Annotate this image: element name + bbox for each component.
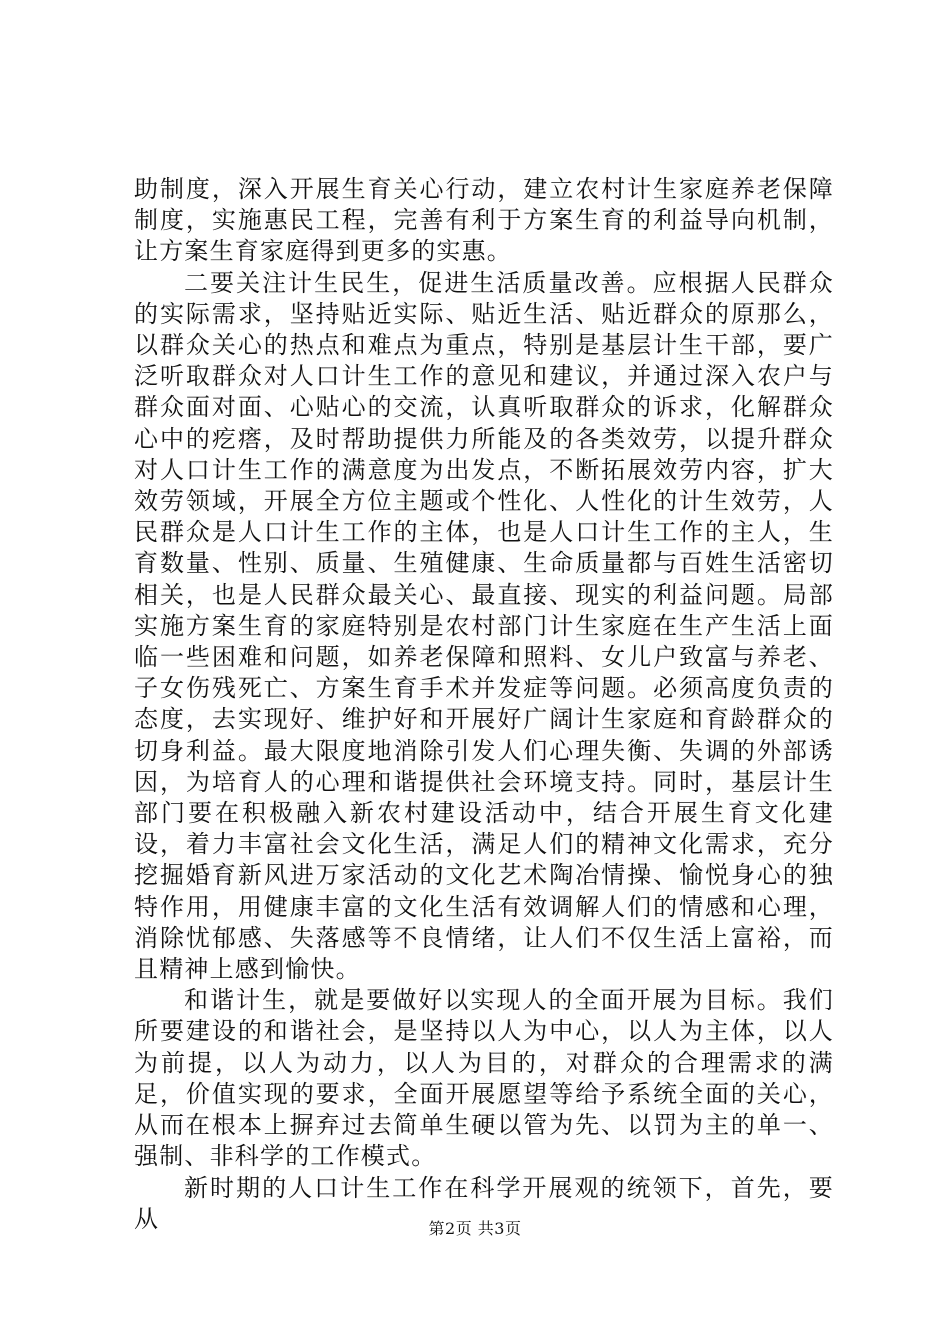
page-number-footer: 第2页 共3页	[428, 1219, 522, 1238]
document-body	[134, 174, 834, 1235]
paragraph-2: 二要关注计生民生，促进生活质量改善。应根据人民群众的实际需求，坚持贴近实际、贴近生活、贴近群众的原那么，以群众关心的热点和难点为重点，特别是基层计生干部，要广泛听取群众对人口计生工作的意见和建议，并通过深入农户与群众面对面、心贴心的交流，认真听取群众的诉求，化解群众心中的疙瘩，及时帮助提供力所能及的各类效劳，以提升群众对人口计生工作的满意度为出发点，不断拓展效劳内容，扩大效劳领域，开展全方位主题或个性化、人性化的计生效劳，人民群众是人口计生工作的主体，也是人口计生工作的主人，生育数量、性别、质量、生殖健康、生命质量都与百姓生活密切相关，也是人民群众最关心、最直接、现实的利益问题。局部实施方案生育的家庭特别是农村部门计生家庭在生产生活上面临一些困难和问题，如养老保障和照料、女儿户致富与养老、子女伤残死亡、方案生育手术并发症等问题。必须高度负责的态度，去实现好、维护好和开展好广阔计生家庭和育龄群众的切身利益。最大限度地消除引发人们心理失衡、失调的外部诱因，为培育人的心理和谐提供社会环境支持。同时，基层计生部门要在积极融入新农村建设活动中，结合开展生育文化建设，着力丰富社会文化生活，满足人们的精神文化需求，充分挖掘婚育新风进万家活动的文化艺术陶冶情操、愉悦身心的独特作用，用健康丰富的文化生活有效调解人们的情感和心理，消除忧郁感、失落感等不良情绪，让人们不仅生活上富裕，而且精神上感到愉快。	[134, 268, 834, 984]
paragraph-3: 和谐计生，就是要做好以实现人的全面开展为目标。我们所要建设的和谐社会，是坚持以人为中心，以人为主体，以人为前提，以人为动力，以人为目的，对群众的合理需求的满足，价值实现的要求，全面开展愿望等给予系统全面的关心，从而在根本上摒弃过去简单生硬以管为先、以罚为主的单一、强制、非科学的工作模式。	[134, 986, 834, 1171]
paragraph-1: 助制度，深入开展生育关心行动，建立农村计生家庭养老保障制度，实施惠民工程，完善有利于方案生育的利益导向机制，让方案生育家庭得到更多的实惠。	[134, 175, 834, 266]
paragraph-4: 新时期的人口计生工作在科学开展观的统领下，首先，要从	[134, 1173, 834, 1233]
